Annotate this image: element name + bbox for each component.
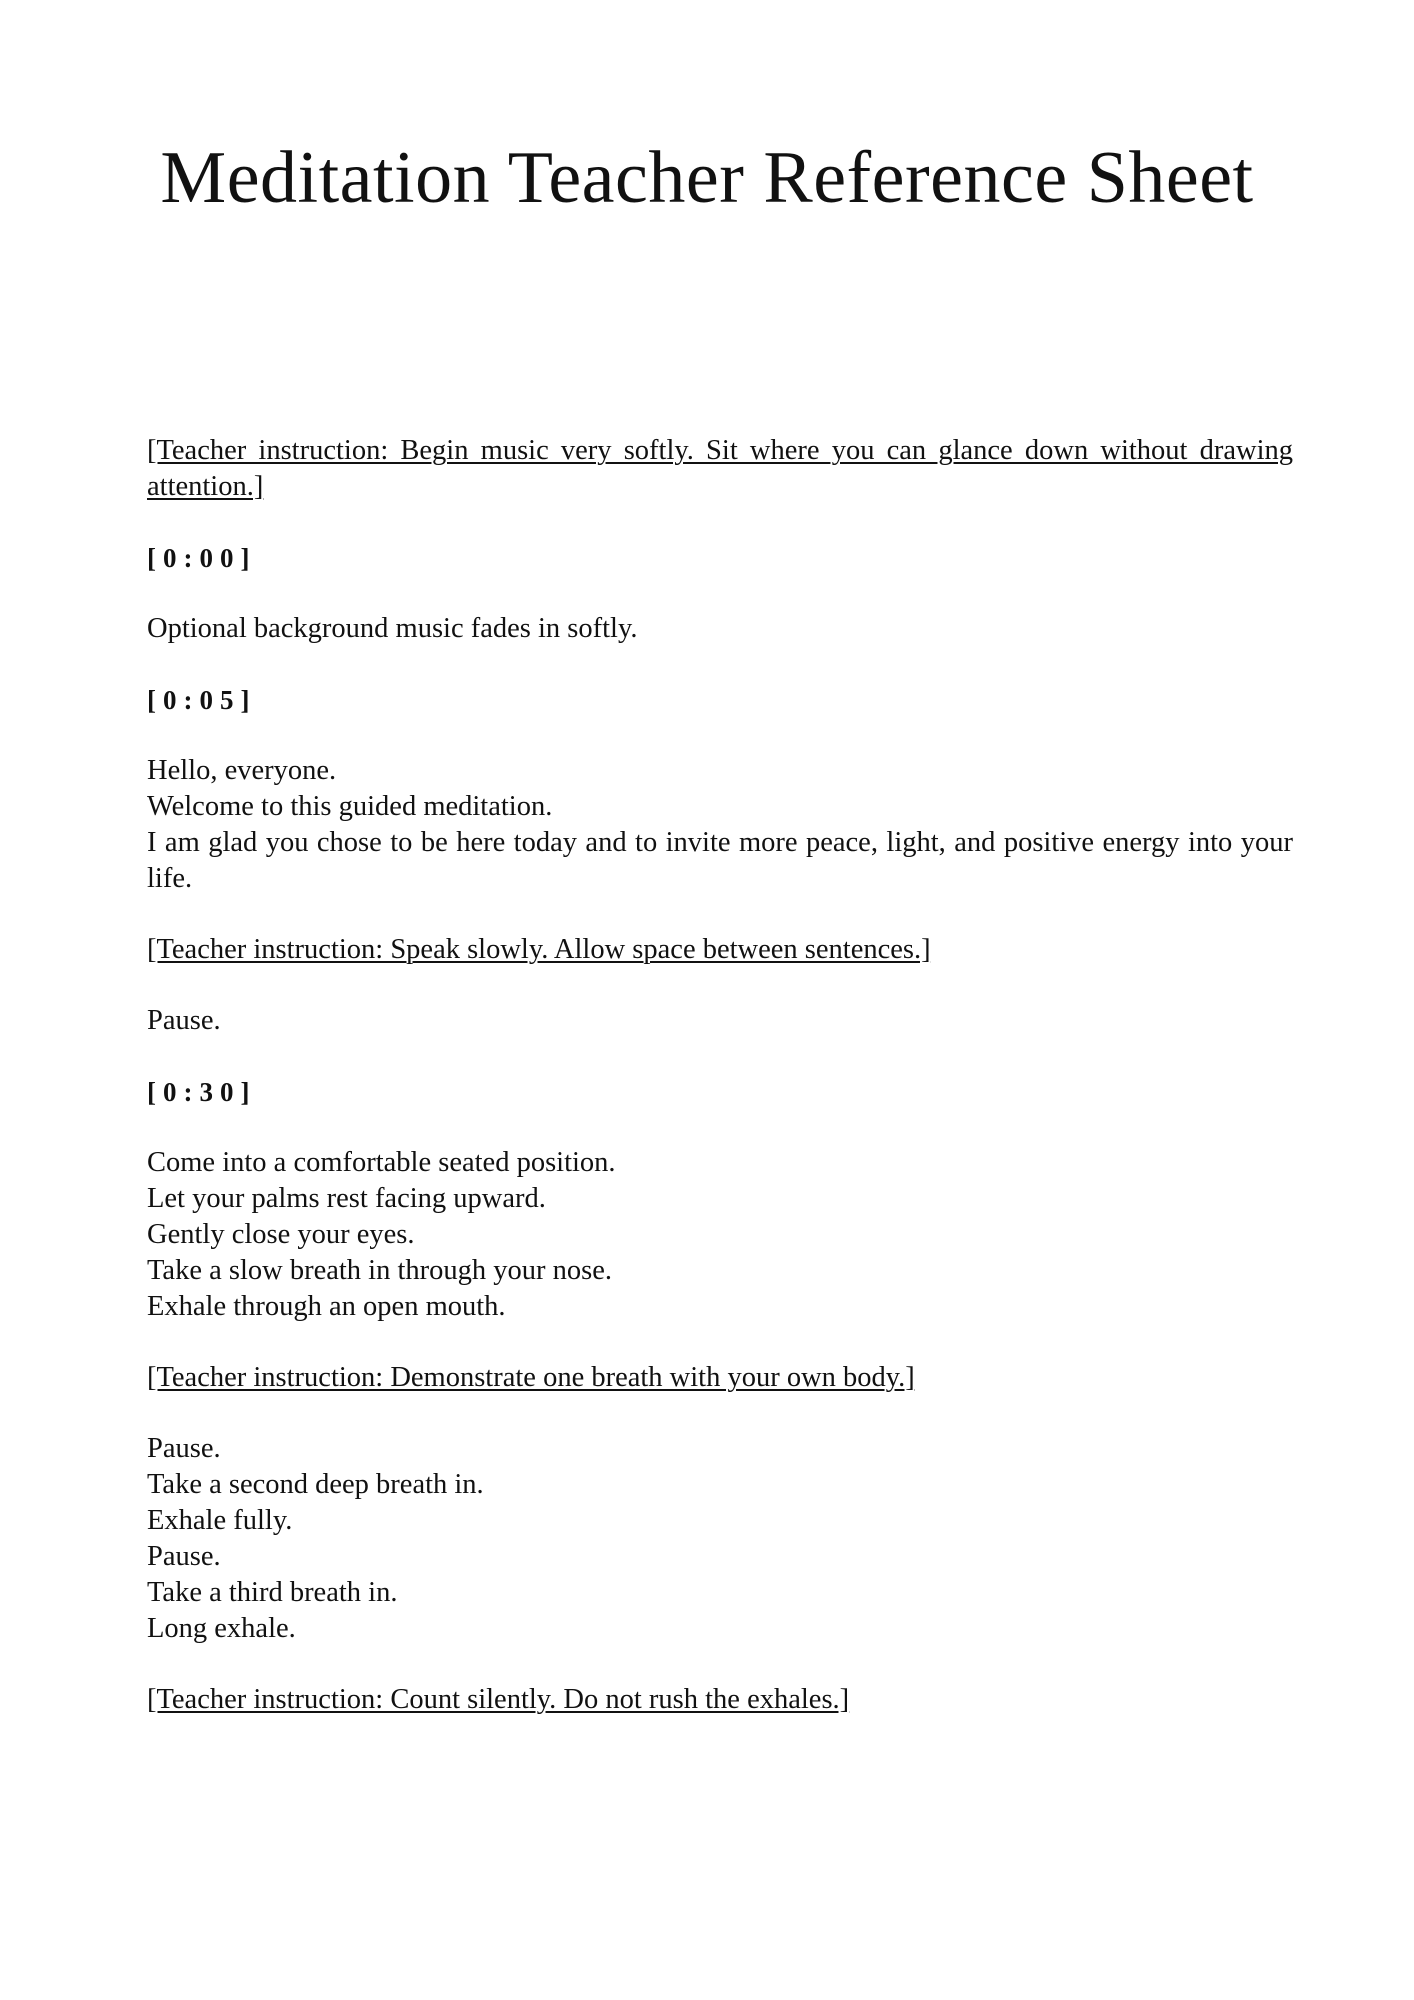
- script-line: Come into a comfortable seated position.: [147, 1147, 616, 1178]
- script-line: Welcome to this guided meditation.: [147, 791, 553, 822]
- teacher-instruction: [Teacher instruction: Count silently. Do not rush the exhales.]: [147, 1684, 850, 1715]
- timestamp: [0:05]: [147, 685, 257, 715]
- breath-paragraph: [147, 1431, 1293, 1647]
- timestamp: [0:30]: [147, 1077, 257, 1107]
- teacher-instruction: [Teacher instruction: Speak slowly. Allow space between sentences.]: [147, 934, 931, 965]
- document-body: [147, 433, 1293, 1753]
- script-line: Pause.: [147, 1541, 221, 1572]
- script-line: Hello, everyone.: [147, 755, 337, 786]
- script-line: Let your palms rest facing upward.: [147, 1183, 546, 1214]
- seated-paragraph: [147, 1145, 1293, 1325]
- script-line: I am glad you chose to be here today and to invite more peace, light, and positive energy into your life.: [147, 827, 1293, 894]
- script-line: Take a second deep breath in.: [147, 1469, 484, 1500]
- script-line: Take a third breath in.: [147, 1577, 398, 1608]
- teacher-instruction: [Teacher instruction: Begin music very softly. Sit where you can glance down without drawing attention.]: [147, 435, 1293, 502]
- page-title: Meditation Teacher Reference Sheet: [160, 137, 1254, 219]
- welcome-paragraph: [147, 753, 1293, 897]
- script-line: Gently close your eyes.: [147, 1219, 415, 1250]
- script-line: Pause.: [147, 1433, 221, 1464]
- script-line: Exhale fully.: [147, 1505, 293, 1536]
- timestamp: [0:00]: [147, 543, 257, 573]
- script-line: Take a slow breath in through your nose.: [147, 1255, 612, 1286]
- script-line: Exhale through an open mouth.: [147, 1291, 506, 1322]
- script-line: Long exhale.: [147, 1613, 296, 1644]
- script-text: Optional background music fades in softly.: [147, 613, 638, 644]
- teacher-instruction: [Teacher instruction: Demonstrate one breath with your own body.]: [147, 1362, 915, 1393]
- script-text: Pause.: [147, 1005, 221, 1036]
